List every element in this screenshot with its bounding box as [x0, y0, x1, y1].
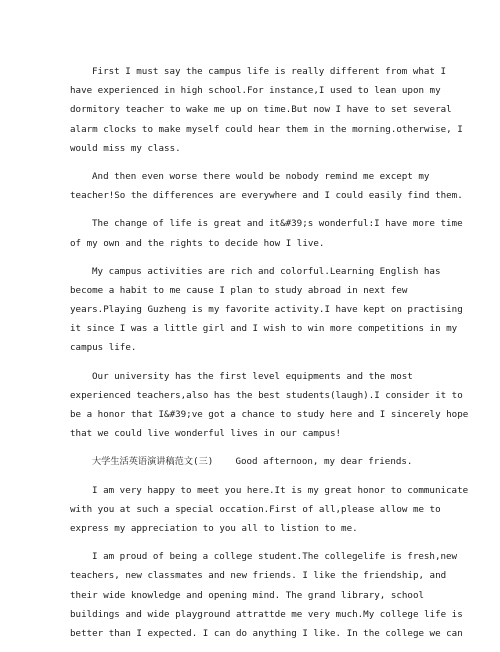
text-line: teachers, new classmates and new friends. I like the friendship, and — [70, 570, 447, 582]
text-line: become a habit to me cause I plan to study abroad in next few — [70, 284, 408, 296]
text-line: I am proud of being a college student.The collegelife is fresh,new — [92, 551, 458, 563]
text-line: alarm clocks to make myself could hear them in the morning.otherwise, I — [70, 123, 463, 135]
text-line: years.Playing Guzheng is my favorite activity.I have kept on practising — [70, 304, 463, 316]
text-line: express my appreciation to you all to listion to me. — [70, 522, 358, 534]
paragraph-campus-activities — [70, 262, 463, 358]
text-line: buildings and wide playground attrattde me very much.My college life is — [70, 608, 463, 620]
document-body — [70, 62, 469, 652]
paragraph-our-university — [70, 367, 469, 444]
text-line: My campus activities are rich and colorful.Learning English has — [92, 265, 441, 277]
text-line: be a honor that I&#39;ve got a chance to study here and I sincerely hope — [70, 409, 469, 420]
text-line: 大学生活英语演讲稿范文(三) Good afternoon, my dear friends. — [92, 456, 413, 468]
paragraph-change-of-life — [70, 214, 463, 252]
text-line: Our university has the first level equipments and the most — [92, 370, 413, 382]
text-line: dormitory teacher to wake me up on time.But now I have to set several — [70, 104, 452, 116]
text-line: experienced teachers,also has the best students(laugh).I consider it to — [70, 389, 463, 401]
text-line: with you at such a special occation.First of all,please allow me to — [70, 503, 441, 515]
text-line: The change of life is great and it&#39;s wonderful:I have more time — [92, 218, 463, 230]
text-line: I am very happy to meet you here.It is my great honor to communicate — [92, 484, 469, 496]
paragraph-speech-heading — [70, 452, 438, 471]
text-line: it since I was a little girl and I wish to win more competitions in my — [70, 323, 458, 335]
text-line: would miss my class. — [70, 142, 181, 154]
text-line: teacher!So the differences are everywhere and I could easily find them. — [70, 190, 463, 202]
text-line: campus life. — [70, 342, 137, 354]
text-line: have experienced in high school.For instance,I used to lean upon my — [70, 85, 441, 97]
paragraph-happy-to-meet — [70, 481, 469, 539]
text-line: First I must say the campus life is really different from what I — [92, 66, 447, 77]
paragraph-even-worse — [70, 167, 463, 205]
paragraph-proud-college-student — [70, 547, 463, 643]
text-line: their wide knowledge and opening mind. The grand library, school — [70, 589, 425, 601]
text-line: of my own and the rights to decide how I live. — [70, 237, 325, 249]
text-line: that we could live wonderful lives in our campus! — [70, 428, 342, 440]
text-line: better than I expected. I can do anything I like. In the college we can — [70, 627, 463, 639]
text-line: And then even worse there would be nobody remind me except my — [92, 170, 430, 182]
paragraph-campus-life-difference — [70, 62, 463, 158]
